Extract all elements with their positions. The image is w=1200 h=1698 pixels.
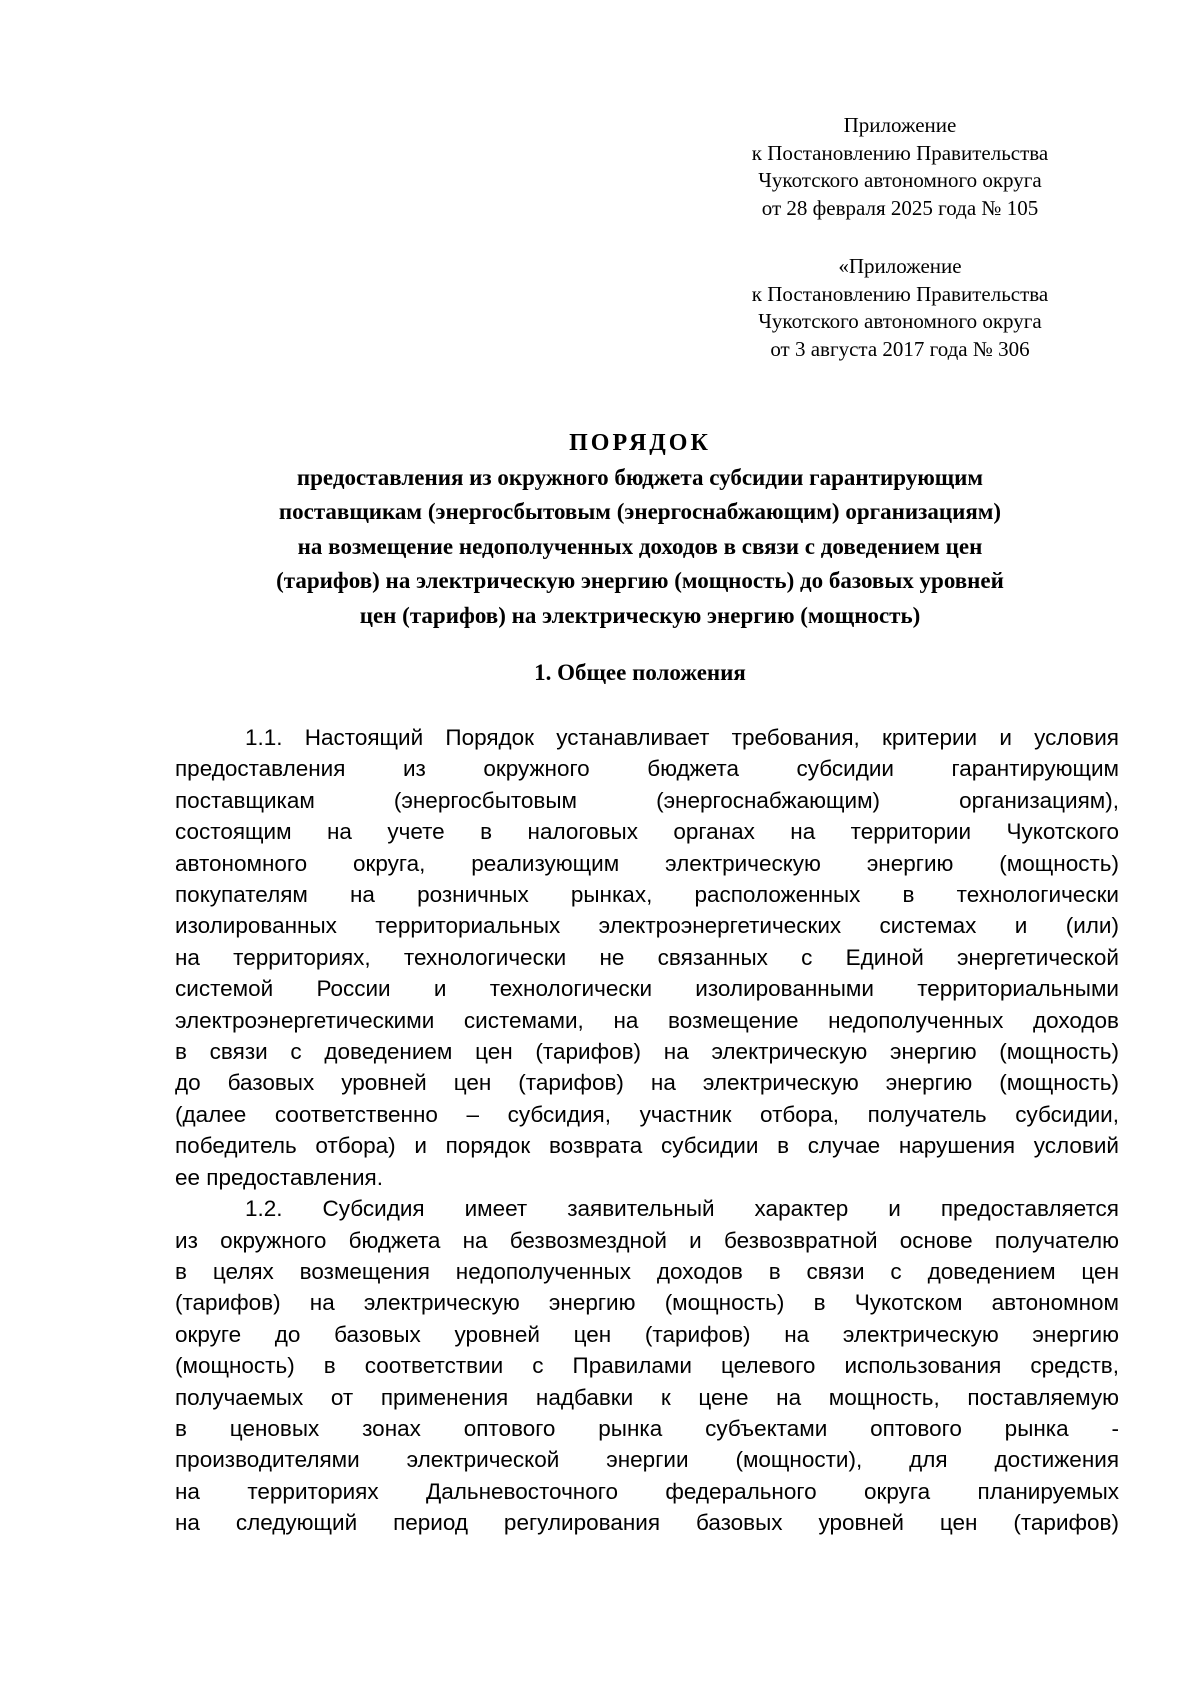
text-line: в связи с доведением цен (тарифов) на электрическую энергию (мощность) — [175, 1039, 1119, 1065]
text-line: получаемых от применения надбавки к цене на мощность, поставляемую — [175, 1384, 1119, 1410]
text-line: (мощность) в соответствии с Правилами целевого использования средств, — [175, 1353, 1119, 1379]
appendix-original-header — [700, 253, 1100, 363]
title-subtitle-line: (тарифов) на электрическую энергию (мощность) до базовых уровней — [276, 568, 1004, 593]
text-line: до базовых уровней цен (тарифов) на электрическую энергию (мощность) — [175, 1070, 1119, 1096]
body-text — [175, 722, 1119, 1539]
text-line: электроэнергетическими системами, на возмещение недополученных доходов — [175, 1007, 1119, 1033]
text-line: 1.1. Настоящий Порядок устанавливает требования, критерии и условия — [245, 725, 1119, 750]
text-line: ее предоставления. — [175, 1164, 383, 1190]
text-line: состоящим на учете в налоговых органах на территории Чукотского — [175, 819, 1119, 845]
text-line: из окружного бюджета на безвозмездной и безвозвратной основе получателю — [175, 1227, 1119, 1253]
title-main: ПОРЯДОК — [569, 430, 711, 456]
text-line: (далее соответственно – субсидия, участник отбора, получатель субсидии, — [175, 1101, 1119, 1127]
paragraph-1-2 — [175, 1193, 1119, 1538]
text-line: на территориях Дальневосточного федерального округа планируемых — [175, 1478, 1119, 1504]
text-line: предоставления из окружного бюджета субсидии гарантирующим — [175, 756, 1119, 782]
appendix-line: от 28 февраля 2025 года № 105 — [761, 195, 1039, 220]
text-line: победитель отбора) и порядок возврата субсидии в случае нарушения условий — [175, 1133, 1119, 1159]
appendix-line: от 3 августа 2017 года № 306 — [770, 336, 1030, 361]
text-line: 1.2. Субсидия имеет заявительный характер и предоставляется — [245, 1196, 1119, 1222]
paragraph-1-1 — [175, 722, 1119, 1193]
text-line: изолированных территориальных электроэнергетических системах и (или) — [175, 913, 1119, 939]
text-line: в целях возмещения недополученных доходов в связи с доведением цен — [175, 1258, 1119, 1284]
text-line: округе до базовых уровней цен (тарифов) на электрическую энергию — [175, 1321, 1119, 1347]
appendix-line: к Постановлению Правительства — [751, 281, 1049, 306]
text-line: на следующий период регулирования базовых уровней цен (тарифов) — [175, 1510, 1119, 1536]
title-subtitle-line: поставщикам (энергосбытовым (энергоснабжающим) организациям) — [278, 499, 1002, 524]
text-line: производителями электрической энергии (мощности), для достижения — [175, 1447, 1119, 1473]
text-line: на территориях, технологически не связанных с Единой энергетической — [175, 944, 1119, 970]
text-line: покупателям на розничных рынках, расположенных в технологически — [175, 882, 1119, 908]
appendix-line: Чукотского автономного округа — [758, 168, 1042, 192]
appendix-line: к Постановлению Правительства — [751, 140, 1049, 165]
text-line: поставщикам (энергосбытовым (энергоснабжающим) организациям), — [175, 787, 1119, 813]
appendix-line: Чукотского автономного округа — [758, 309, 1042, 333]
title-subtitle-line: цен (тарифов) на электрическую энергию (мощность) — [359, 602, 921, 628]
appendix-line: Приложение — [843, 113, 957, 137]
text-line: системой России и технологически изолированными территориальными — [175, 976, 1119, 1002]
appendix-line: «Приложение — [838, 254, 962, 278]
appendix-current-header — [700, 112, 1100, 222]
section-heading: 1. Общее положения — [534, 660, 746, 685]
title-subtitle-line: на возмещение недополученных доходов в связи с доведением цен — [297, 533, 983, 559]
text-line: автономного округа, реализующим электрическую энергию (мощность) — [175, 850, 1119, 876]
document-title — [160, 426, 1120, 633]
text-line: (тарифов) на электрическую энергию (мощность) в Чукотском автономном — [175, 1290, 1119, 1316]
title-subtitle-line: предоставления из окружного бюджета субсидии гарантирующим — [296, 464, 984, 490]
text-line: в ценовых зонах оптового рынка субъектами оптового рынка - — [175, 1415, 1119, 1441]
